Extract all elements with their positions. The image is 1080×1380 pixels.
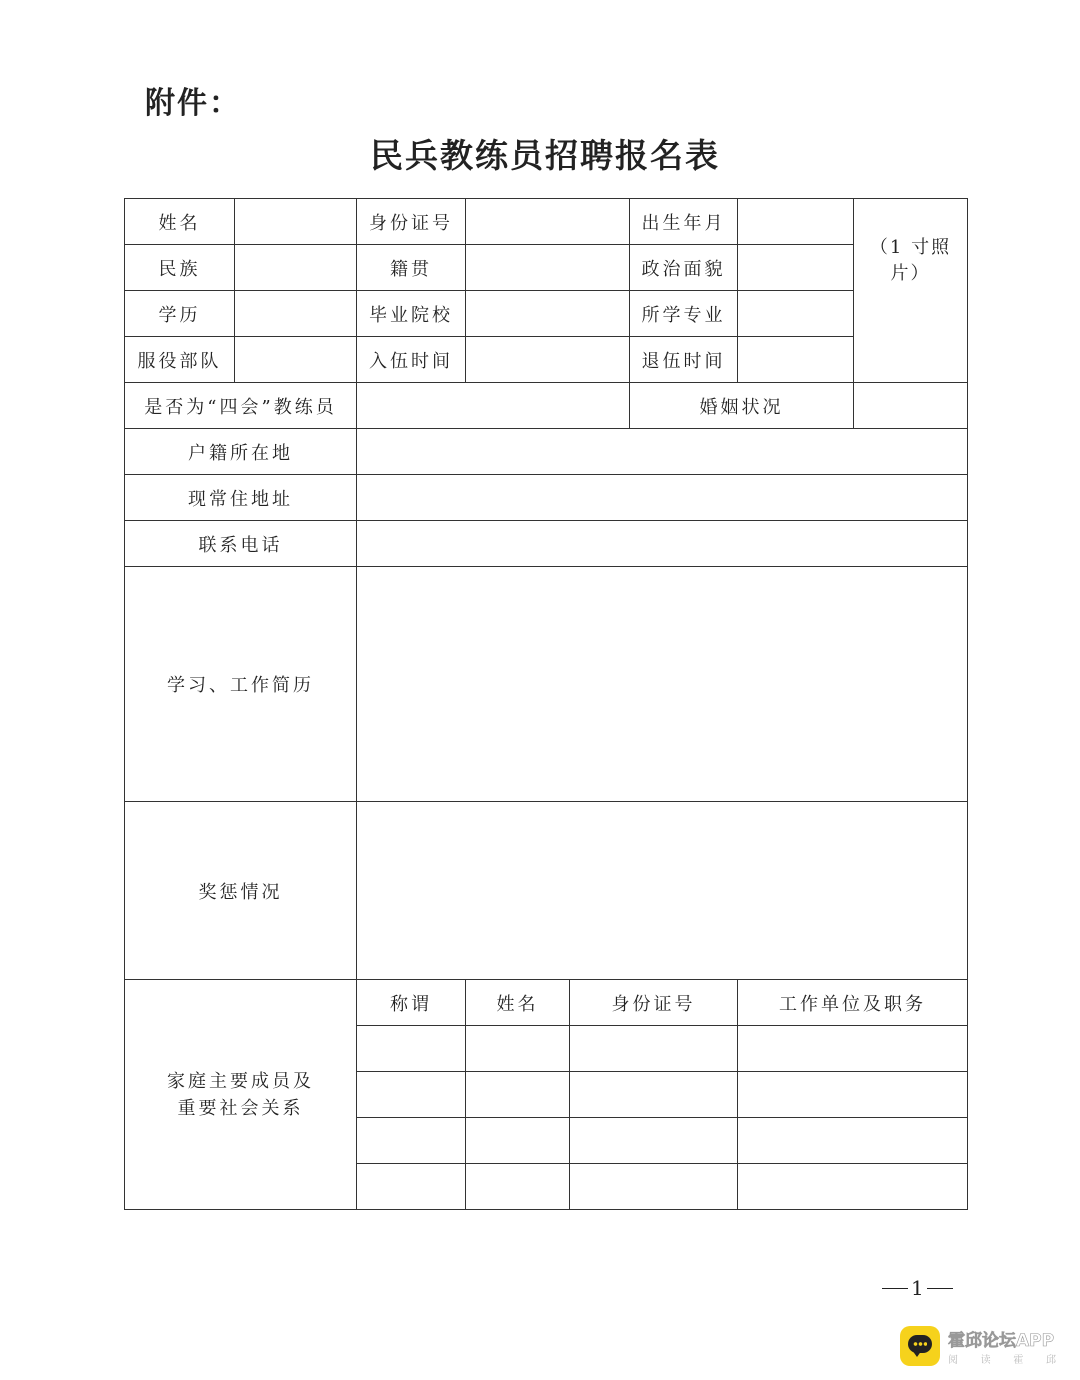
form-row bbox=[125, 567, 968, 802]
watermark-sub-char: 邱 bbox=[1045, 1355, 1056, 1366]
form-row bbox=[125, 802, 968, 980]
birth-date-field[interactable] bbox=[738, 199, 854, 245]
family-employer-field[interactable] bbox=[738, 1164, 968, 1210]
education-field[interactable] bbox=[235, 291, 357, 337]
family-relation-field[interactable] bbox=[357, 1164, 466, 1210]
form-row bbox=[125, 475, 968, 521]
form-row bbox=[125, 521, 968, 567]
family-members-label bbox=[125, 980, 357, 1210]
family-label-line1: 家庭主要成员及 bbox=[167, 1070, 314, 1092]
family-relation-field[interactable] bbox=[357, 1118, 466, 1164]
family-id-field[interactable] bbox=[570, 1026, 738, 1072]
household-location-label: 户籍所在地 bbox=[125, 429, 357, 475]
family-id-field[interactable] bbox=[570, 1118, 738, 1164]
four-skills-instructor-label: 是否为“四会”教练员 bbox=[125, 383, 357, 429]
watermark-sub-char: 阅 bbox=[948, 1355, 958, 1366]
rewards-field[interactable] bbox=[357, 802, 968, 980]
family-header-row bbox=[125, 980, 968, 1026]
family-header-id: 身份证号 bbox=[570, 980, 738, 1026]
family-header-name: 姓名 bbox=[466, 980, 570, 1026]
family-id-field[interactable] bbox=[570, 1072, 738, 1118]
watermark-name: 霍邱论坛APP bbox=[948, 1331, 1055, 1351]
school-field[interactable] bbox=[466, 291, 630, 337]
service-unit-label: 服役部队 bbox=[125, 337, 235, 383]
native-place-label: 籍贯 bbox=[357, 245, 466, 291]
enlist-date-label: 入伍时间 bbox=[357, 337, 466, 383]
education-label: 学历 bbox=[125, 291, 235, 337]
phone-label: 联系电话 bbox=[125, 521, 357, 567]
resume-label: 学习、工作简历 bbox=[125, 567, 357, 802]
school-label: 毕业院校 bbox=[357, 291, 466, 337]
major-field[interactable] bbox=[738, 291, 854, 337]
form-row bbox=[125, 199, 968, 245]
name-field[interactable] bbox=[235, 199, 357, 245]
family-relation-field[interactable] bbox=[357, 1072, 466, 1118]
discharge-date-label: 退伍时间 bbox=[630, 337, 738, 383]
birth-date-label: 出生年月 bbox=[630, 199, 738, 245]
family-label-line2: 重要社会关系 bbox=[177, 1097, 304, 1119]
native-place-field[interactable] bbox=[466, 245, 630, 291]
rewards-label: 奖惩情况 bbox=[125, 802, 357, 980]
current-address-field[interactable] bbox=[357, 475, 968, 521]
family-name-field[interactable] bbox=[466, 1026, 570, 1072]
watermark-subtitle bbox=[948, 1351, 1056, 1366]
photo-label-line1: （1 寸照 bbox=[869, 236, 952, 258]
watermark-sub-char: 霍 bbox=[1013, 1355, 1024, 1366]
form-title: 民兵教练员招聘报名表 bbox=[370, 136, 720, 175]
discharge-date-field[interactable] bbox=[738, 337, 854, 383]
ethnicity-label: 民族 bbox=[125, 245, 235, 291]
watermark-sub-char: 读 bbox=[980, 1355, 991, 1366]
phone-field[interactable] bbox=[357, 521, 968, 567]
family-name-field[interactable] bbox=[466, 1072, 570, 1118]
form-row bbox=[125, 337, 968, 383]
id-number-field[interactable] bbox=[466, 199, 630, 245]
form-row bbox=[125, 245, 968, 291]
marital-status-label: 婚姻状况 bbox=[630, 383, 854, 429]
political-status-label: 政治面貌 bbox=[630, 245, 738, 291]
photo-box[interactable] bbox=[854, 199, 968, 383]
page-number bbox=[882, 1276, 953, 1300]
id-number-label: 身份证号 bbox=[357, 199, 466, 245]
form-row bbox=[125, 429, 968, 475]
service-unit-field[interactable] bbox=[235, 337, 357, 383]
page-number-value: 1 bbox=[911, 1276, 924, 1300]
registration-form-table bbox=[124, 198, 968, 1210]
family-header-relation: 称谓 bbox=[357, 980, 466, 1026]
page-dash-left bbox=[882, 1288, 908, 1289]
family-relation-field[interactable] bbox=[357, 1026, 466, 1072]
family-name-field[interactable] bbox=[466, 1164, 570, 1210]
attachment-label: 附件： bbox=[145, 86, 241, 121]
political-status-field[interactable] bbox=[738, 245, 854, 291]
family-header-employer: 工作单位及职务 bbox=[738, 980, 968, 1026]
current-address-label: 现常住地址 bbox=[125, 475, 357, 521]
enlist-date-field[interactable] bbox=[466, 337, 630, 383]
family-name-field[interactable] bbox=[466, 1118, 570, 1164]
household-location-field[interactable] bbox=[357, 429, 968, 475]
photo-label-line2: 片） bbox=[890, 262, 931, 284]
resume-field[interactable] bbox=[357, 567, 968, 802]
family-employer-field[interactable] bbox=[738, 1118, 968, 1164]
name-label: 姓名 bbox=[125, 199, 235, 245]
form-row bbox=[125, 383, 968, 429]
major-label: 所学专业 bbox=[630, 291, 738, 337]
form-row bbox=[125, 291, 968, 337]
family-id-field[interactable] bbox=[570, 1164, 738, 1210]
app-watermark bbox=[900, 1326, 1056, 1366]
chat-bubble-icon bbox=[900, 1326, 940, 1366]
ethnicity-field[interactable] bbox=[235, 245, 357, 291]
marital-status-field[interactable] bbox=[854, 383, 968, 429]
four-skills-instructor-field[interactable] bbox=[357, 383, 630, 429]
family-employer-field[interactable] bbox=[738, 1026, 968, 1072]
page-dash-right bbox=[927, 1288, 953, 1289]
family-employer-field[interactable] bbox=[738, 1072, 968, 1118]
